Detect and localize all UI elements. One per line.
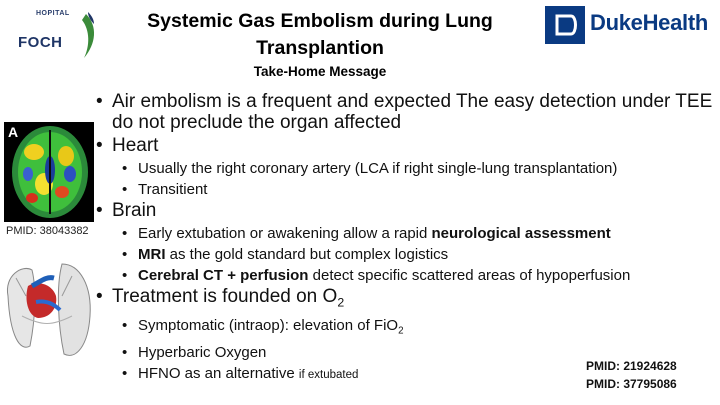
brain-item-1 xyxy=(96,223,716,244)
bullet-treatment xyxy=(96,286,716,313)
treatment-item-3-text: HFNO as an alternative xyxy=(138,364,299,382)
bullet-air-embolism: • Air embolism is a frequent and expected The easy detection under TEE do not preclude the organ affected xyxy=(96,91,716,133)
slide-subtitle: Take-Home Message xyxy=(253,64,387,79)
duke-shield-icon xyxy=(545,6,585,44)
foch-logo xyxy=(14,8,104,64)
brain-item-2-bold: MRI xyxy=(138,246,166,263)
pmid-ref-2: PMID: 37795086 xyxy=(586,377,677,391)
treatment-item-1 xyxy=(96,315,716,341)
brain-item-2 xyxy=(96,244,716,265)
foch-logo-small-text: HOPITAL xyxy=(36,10,70,17)
slide-title xyxy=(110,8,530,62)
heart-item-2: • Transitient xyxy=(96,179,716,200)
pmid-references xyxy=(586,357,677,393)
bullet-heart: • Heart xyxy=(96,135,716,156)
slide-title-line2: Transplantion xyxy=(256,37,384,59)
brain-item-1-text: Early extubation or awakening allow a rapid xyxy=(138,225,432,242)
brain-item-3-bold: Cerebral CT + perfusion xyxy=(138,267,309,284)
brain-item-3 xyxy=(96,265,716,286)
slide-title-line1: Systemic Gas Embolism during Lung xyxy=(147,10,493,32)
heart-item-1: • Usually the right coronary artery (LCA if right single-lung transplantation) xyxy=(96,158,716,179)
bullet-brain: • Brain xyxy=(96,200,716,221)
treatment-item-2: • Hyperbaric Oxygen xyxy=(96,342,716,363)
treatment-item-1-sub: 2 xyxy=(398,325,404,337)
lung-heart-illustration xyxy=(2,256,94,364)
bullet-list xyxy=(96,91,716,386)
pmid-label-left: PMID: 38043382 xyxy=(6,225,89,237)
panel-letter: A xyxy=(8,124,19,140)
duke-health-logo-text: DukeHealth xyxy=(590,10,709,35)
brain-item-1-bold: neurological assessment xyxy=(431,225,611,242)
treatment-label: Treatment is founded on O xyxy=(112,286,338,307)
treatment-label-sub: 2 xyxy=(337,295,345,310)
foch-logo-text: FOCH xyxy=(18,34,63,51)
brain-item-2-text: as the gold standard but complex logistics xyxy=(165,246,449,263)
treatment-item-1-text: Symptomatic (intraop): elevation of FiO xyxy=(138,317,399,335)
brain-item-3-text: detect specific scattered areas of hypoperfusion xyxy=(308,267,631,284)
treatment-item-3-small: if extubated xyxy=(298,368,359,381)
foch-swoosh-icon xyxy=(14,8,104,64)
pmid-ref-1: PMID: 21924628 xyxy=(586,359,677,373)
brain-perfusion-image xyxy=(4,122,94,222)
